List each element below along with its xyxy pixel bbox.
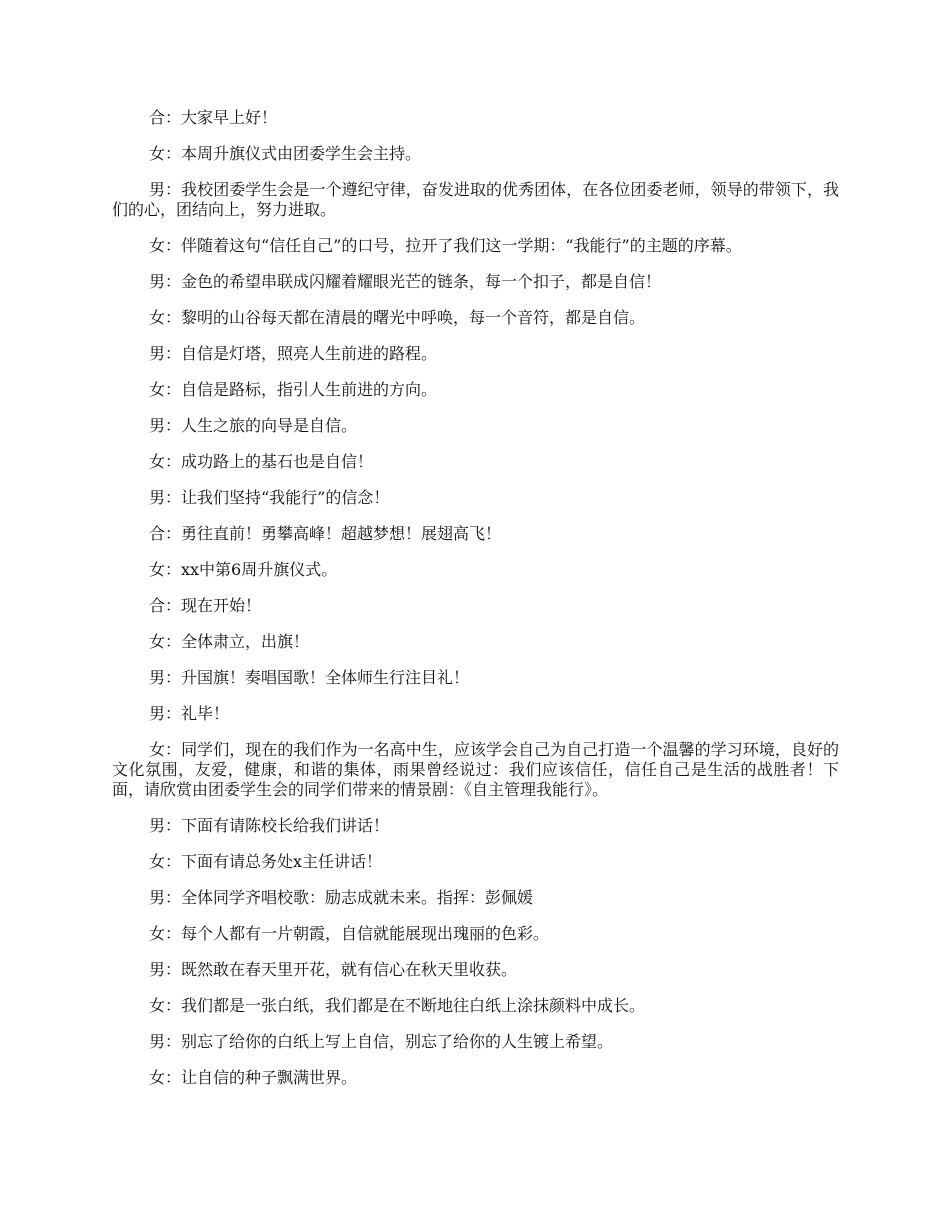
paragraph: 男：自信是灯塔，照亮人生前进的路程。	[149, 344, 438, 363]
paragraph: 女：成功路上的基石也是自信！	[149, 452, 374, 471]
paragraph: 合：现在开始！	[149, 596, 262, 615]
paragraph: 男：既然敢在春天里开花，就有信心在秋天里收获。	[149, 960, 518, 979]
paragraph: 女：下面有请总务处x主任讲话！	[149, 852, 383, 871]
paragraph: 男：我校团委学生会是一个遵纪守律，奋发进取的优秀团体，在各位团委老师，领导的带领下，我们的心，团结向上，努力进取。	[112, 180, 839, 219]
paragraph: 女：同学们，现在的我们作为一名高中生，应该学会自己为自己打造一个温馨的学习环境，良好的文化氛围，友爱，健康，和谐的集体，雨果曾经说过：我们应该信任，信任自己是生活的战胜者！下面，请欣赏由团委学生会的同学们带来的情景剧：《自主管理我能行》。	[112, 740, 839, 799]
paragraph: 合：大家早上好！	[149, 108, 278, 127]
paragraph: 男：升国旗！奏唱国歌！全体师生行注目礼！	[149, 668, 470, 687]
paragraph: 女：我们都是一张白纸，我们都是在不断地往白纸上涂抹颜料中成长。	[149, 996, 646, 1015]
paragraph: 女：xx中第6周升旗仪式。	[149, 560, 338, 579]
paragraph: 男：人生之旅的向导是自信。	[149, 416, 358, 435]
paragraph: 男：全体同学齐唱校歌：励志成就未来。指挥：彭佩媛	[149, 888, 534, 907]
paragraph: 男：金色的希望串联成闪耀着耀眼光芒的链条，每一个扣子，都是自信！	[149, 272, 662, 291]
paragraph: 女：本周升旗仪式由团委学生会主持。	[149, 144, 422, 163]
paragraph: 女：自信是路标，指引人生前进的方向。	[149, 380, 438, 399]
paragraph: 男：别忘了给你的白纸上写上自信，别忘了给你的人生镀上希望。	[149, 1032, 614, 1051]
paragraph: 女：伴随着这句“信任自己”的口号，拉开了我们这一学期：“我能行”的主题的序幕。	[149, 236, 742, 255]
paragraph: 女：黎明的山谷每天都在清晨的曙光中呼唤，每一个音符，都是自信。	[149, 308, 646, 327]
document-page	[112, 108, 839, 1104]
paragraph: 男：礼毕！	[149, 704, 230, 723]
paragraph: 女：每个人都有一片朝霞，自信就能展现出瑰丽的色彩。	[149, 924, 550, 943]
paragraph: 女：全体肃立，出旗！	[149, 632, 310, 651]
paragraph: 男：让我们坚持“我能行”的信念！	[149, 488, 390, 507]
paragraph: 女：让自信的种子飘满世界。	[149, 1068, 358, 1087]
paragraph: 男：下面有请陈校长给我们讲话！	[149, 816, 390, 835]
paragraph: 合：勇往直前！勇攀高峰！超越梦想！展翅高飞！	[149, 524, 502, 543]
